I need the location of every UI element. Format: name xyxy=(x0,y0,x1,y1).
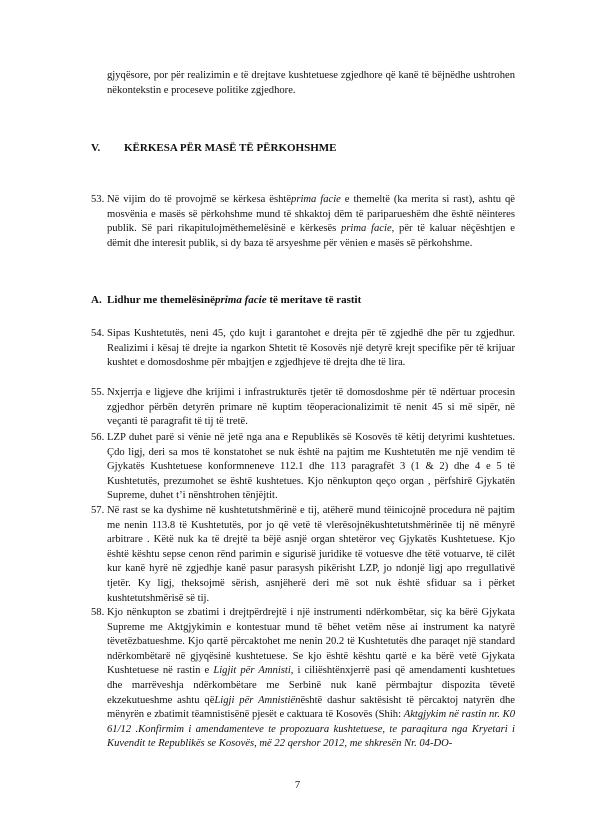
paragraph-53-part-e: , për të kaluar nëçështjen e dëmit dhe interesit publik, si dy baza të arsyeshme për vënien e masës së përkohshme. xyxy=(107,223,516,249)
paragraph-53-part-d: prima facie xyxy=(341,223,392,235)
paragraph-58-part-b: Ligjit për Amnisti xyxy=(213,665,291,677)
subsection-title-italic: prima facie xyxy=(214,294,267,306)
paragraph-58-part-e: është dashur saktësisht të përcaktoj natyrën dhe mënyrën e zbatimit tëamnistisënë pjesët e caktuara të Kosovës (Shih: xyxy=(107,694,515,721)
subsection-title xyxy=(107,294,361,306)
paragraph-text: Në rast se ka dyshime në kushtetutshmërinë e tij, atëherë mund tëinicojnë procedura në pajtim me nenin 113.8 të Kushtetutës, por jo që vetë të vlerësojnëkushtetutshmërinëe tij në mënyrë arbitrare . Këtë nuk ka të drejtë ta bëjë asnjë organ shtetëror veç Gjykatës Kushtetuese. Kjo është kështu sepse cenon rënd parimin e sigurisë juridike të votuesve dhe tëtë votuarve, të cilët kur kanë hyrë në zgjedhje kanë pasur parasysh pikërisht LZP, jo ndonjë ligj apo rregullativë tjetër. Ky ligj, theksojmë sërish, asnjëherë deri më sot nuk është sfiduar sa i përket kushtetutshmërisë së tij. xyxy=(107,505,515,604)
subsection-title-after: të meritave të rastit xyxy=(266,294,362,306)
paragraph-text: Nxjerrja e ligjeve dhe krijimi i infrastrukturës tjetër të domosdoshme për të ndërtuar procesin zgjedhor përbën detyrën primare në kuptim tëoperacionalizimit të nenit 45 si më sipër, në veçanti të paragrafit të tij të tretë. xyxy=(107,387,515,428)
subsection-letter: A. xyxy=(91,294,102,306)
paragraph-55 xyxy=(91,386,515,430)
paragraph-text xyxy=(107,606,515,752)
paragraph-54 xyxy=(91,327,515,371)
section-number: V. xyxy=(91,142,101,154)
paragraph-number: 53. xyxy=(91,194,105,205)
page-number: 7 xyxy=(294,780,301,791)
paragraph-text: LZP duhet parë si vënie në jetë nga ana e Republikës së Kosovës të këtij detyrimi kushtetues. Çdo ligj, deri sa mos të konstatohet se nuk është na pajtim me Kushtetutën me një vendim të Gjykatës Kushtetuese konformneneve 112.1 dhe 113 paragrafët 3 (1 & 2) dhe 4 e 5 të Kushtetutës, prezumohet se është kushtetues. Kjo nënkupton qeço organ , përfshirë Gjykatën Supreme, duhet t’i nënshtrohen tënjëjtit. xyxy=(107,432,515,502)
subsection-title-before: Lidhur me themelësinë xyxy=(107,294,215,306)
paragraph-53-part-c: e themeltë (ka merita si rast), ashtu që mosvënia e masës së përkohshme mund të shkaktoj dëm të pariparueshëm dhe është nëinteres publik. Së pari rikapitulojmëthemelësinë e kërkesës xyxy=(107,194,515,235)
paragraph-number: 55. xyxy=(91,387,105,398)
paragraph-number: 57. xyxy=(91,505,105,516)
paragraph-53-part-b: prima facie xyxy=(291,194,341,205)
paragraph-number: 54. xyxy=(91,328,105,339)
paragraph-number: 56. xyxy=(91,432,105,443)
paragraph-58 xyxy=(91,606,515,752)
paragraph-58-part-f: Aktgjykim në rastin nr. K0 61/12 .Konfirmim i amendamenteve te propozuara kushtetuese, te paraqitura nga Kryetari i Kuvendit te Republikës se Kosovës, më 22 qershor 2012, me shkresën Nr. 04-DO- xyxy=(107,709,515,750)
intro-paragraph xyxy=(107,68,515,98)
paragraph-text: Sipas Kushtetutës, neni 45, çdo kujt i garantohet e drejta për të zgjedhë dhe për tu zgjedhur. Realizimi i kësaj të drejte ia ngarkon Shtetit të Kosovës një detyrë krejt specifike për të krijuar kushtet e domosdoshme për mbajtjen e zgjedhjeve të drejta dhe të lira. xyxy=(107,328,515,369)
paragraph-53-part-a: Në vijim do të provojmë se kërkesa është xyxy=(107,194,292,205)
intro-text: gjyqësore, por për realizimin e të drejtave kushtetuese zgjedhore që kanë të bëjnëdhe ushtrohen nëkontekstin e proceseve politike zgjedhore. xyxy=(107,70,515,96)
paragraph-56 xyxy=(91,431,515,504)
section-title: KËRKESA PËR MASË TË PËRKOHSHME xyxy=(124,142,337,154)
paragraph-58-part-c: , i ciliështënxjerrë pasi që amendamenti kushtetues dhe marrëveshja ndërkombëtare me Serbinë nuk kanë përmbajtur dispozita tëvetë ekzekutueshme ashtu që xyxy=(107,665,515,706)
paragraph-57 xyxy=(91,504,515,606)
paragraph-58-part-a: Kjo nënkupton se zbatimi i drejtpërdrejtë i një instrumenti ndërkombëtar, siç ka bërë Gjykata Supreme me Aktgjykimin e kontestuar mund të bëhet vetëm nëse ai instrument ka natyrë tëvetëzbatueshme. Kjo qartë përcaktohet me nenin 20.2 të Kushtetutës dhe paraqet një standard ndërkombëtarë në gjyqësinë kushtetuese. Se kjo është kështu qartë e ka bërë vetë Gjykata Kushtetuese në rastin e xyxy=(107,607,515,677)
paragraph-53 xyxy=(91,193,515,251)
paragraph-number: 58. xyxy=(91,607,105,618)
paragraph-text xyxy=(107,193,515,251)
paragraph-58-part-d: Ligji për Amnistiën xyxy=(214,694,301,706)
